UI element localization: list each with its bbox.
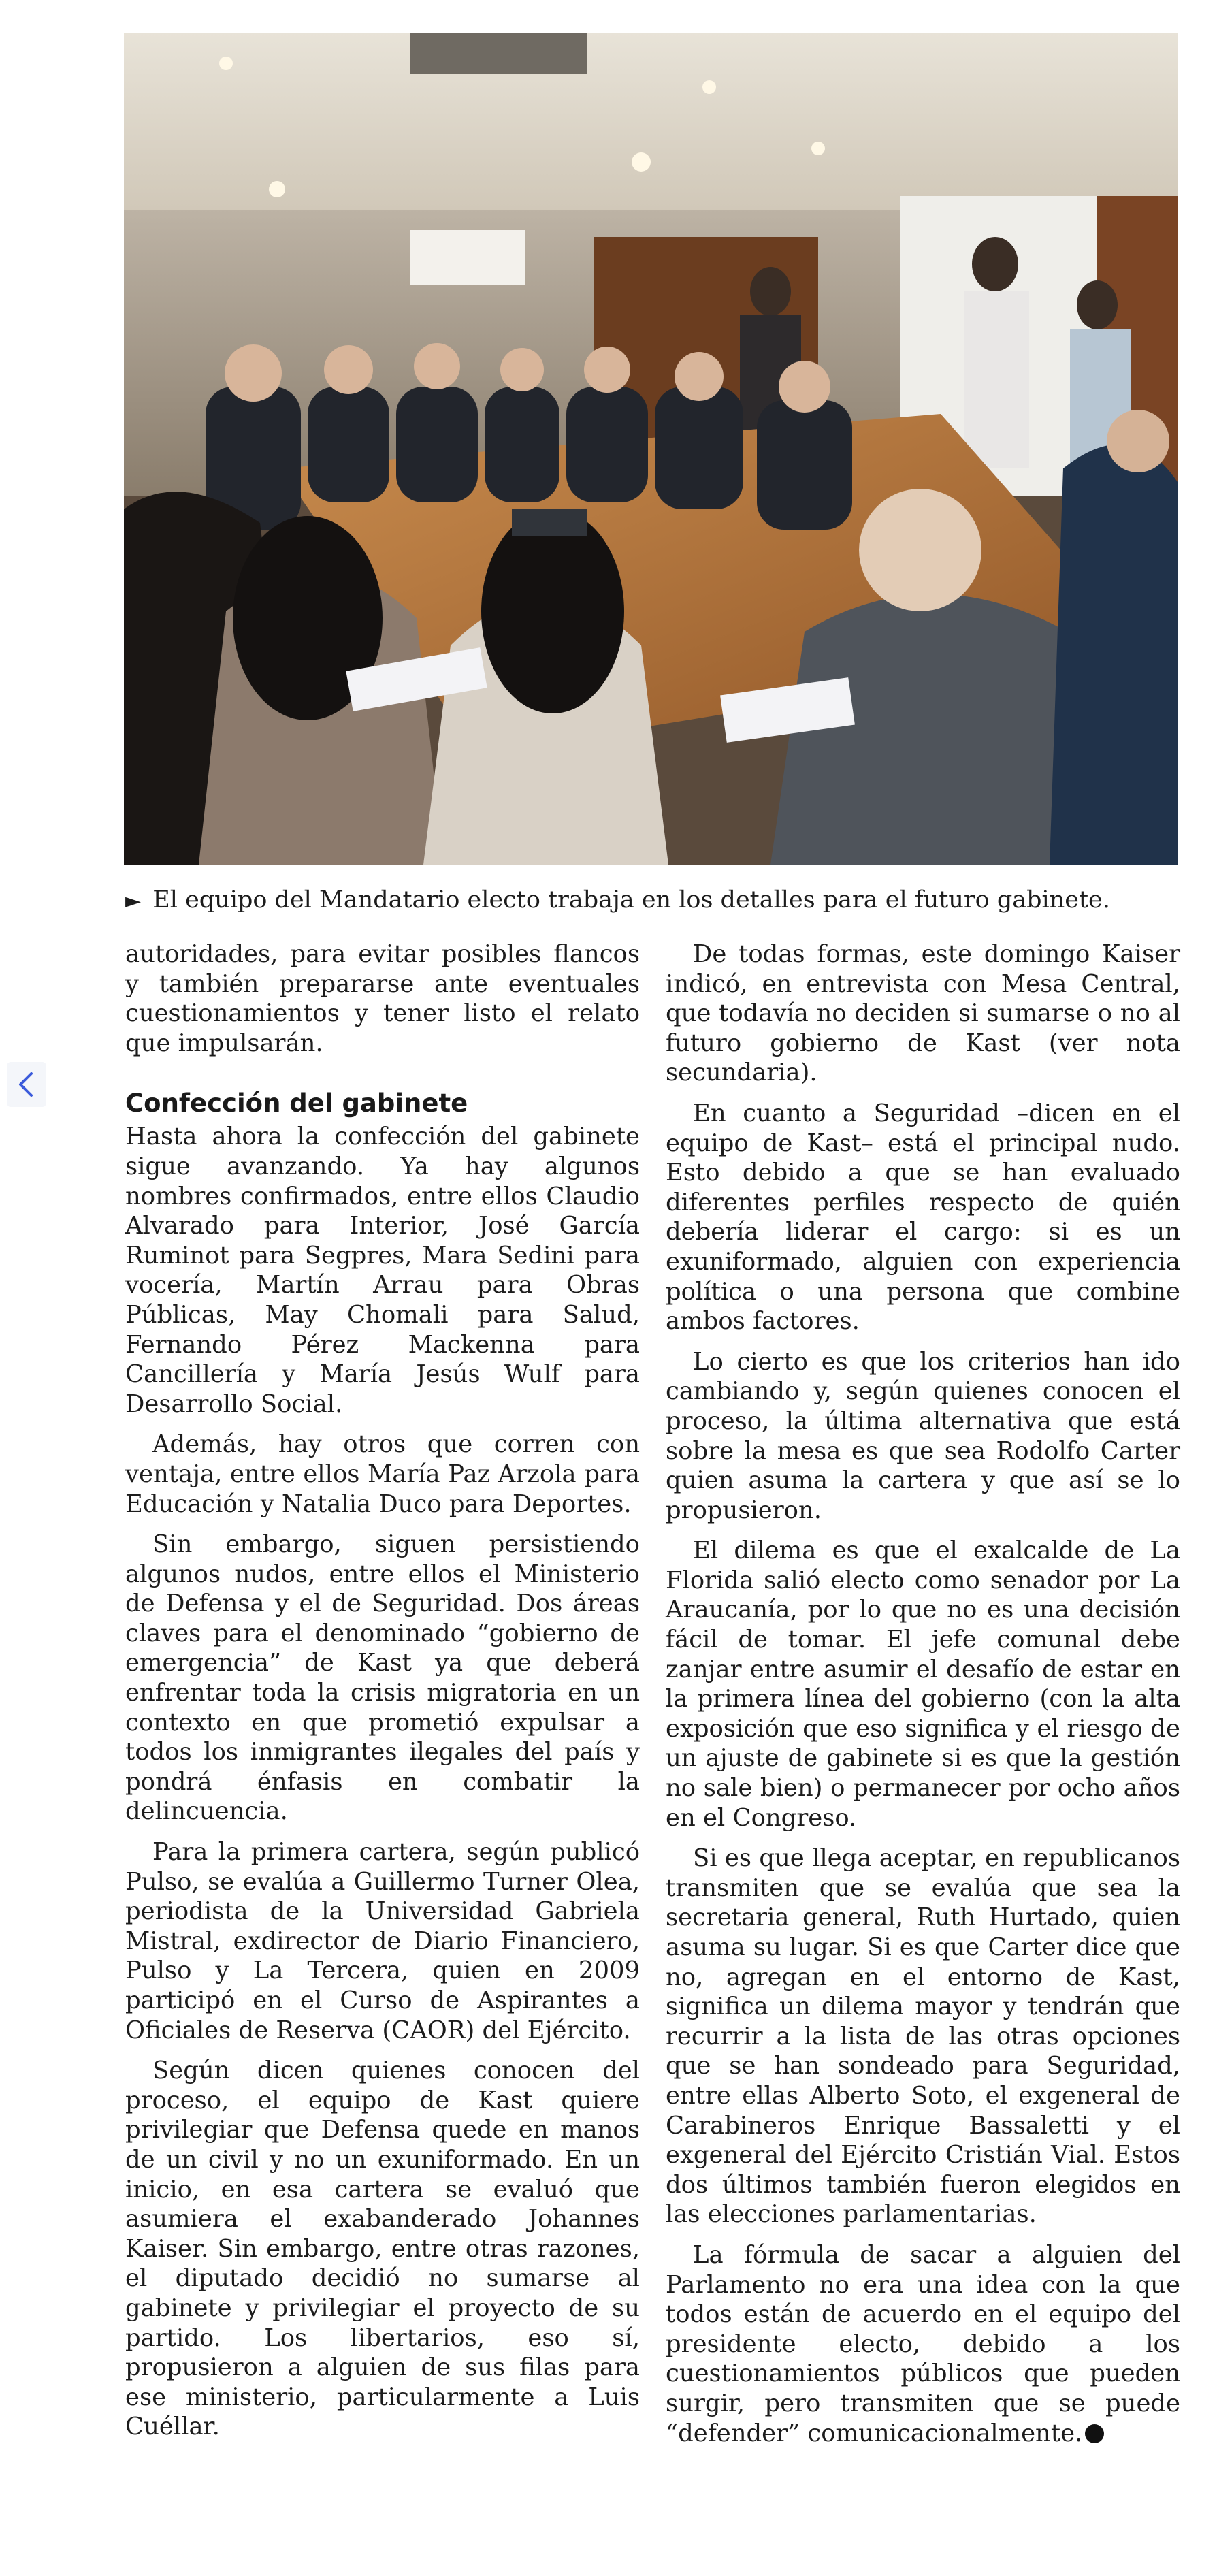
paragraph: De todas formas, este domingo Kaiser indicó, en entrevista con Mesa Central, que todavía no deciden si sumarse o no al futuro gobierno de Kast (ver nota secundaria). — [666, 940, 1180, 1087]
paragraph-last — [666, 2240, 1180, 2448]
paragraph: Según dicen quienes conocen del proceso, el equipo de Kast quiere privilegiar que Defensa quede en manos de un civil y no un exuniformado. En un inicio, en esa cartera se evaluó que asumiera el exabanderado Johannes Kaiser. Sin embargo, entre otras razones, el diputado decidió no sumarse al gabinete y privilegiar el proyecto de su partido. Los libertarios, eso sí, propusieron a alguien de sus filas para ese ministerio, particularmente a Luis Cuéllar. — [125, 2057, 640, 2441]
article-column-left — [125, 939, 640, 2573]
back-nav-button[interactable] — [7, 1062, 46, 1107]
paragraph: Además, hay otros que corren con ventaja, entre ellos María Paz Arzola para Educación y Natalia Duco para Deportes. — [125, 1430, 640, 1518]
paragraph: Para la primera cartera, según publicó Pulso, se evalúa a Guillermo Turner Olea, periodista de la Universidad Gabriela Mistral, exdirector de Diario Financiero, Pulso y La Tercera, quien en 2009 participó en el Curso de Aspirantes a Oficiales de Reserva (CAOR) del Ejército. — [125, 1838, 640, 2044]
caption-text: El equipo del Mandatario electo trabaja en los detalles para el futuro gabinete. — [152, 886, 1110, 914]
section-heading: Confección del gabinete — [125, 1089, 468, 1118]
paragraph: Si es que llega aceptar, en republicanos transmiten que se evalúa que sea la secretaria general, Ruth Hurtado, quien asuma su lugar. Si es que Carter dice que no, agregan en el entorno de Kast, significa un dilema mayor y tendrán que recurrir a la lista de las otras opciones que se han sondeado para Seguridad, entre ellas Alberto Soto, el exgeneral de Carabineros Enrique Bassaletti y el exgeneral del Ejército Cristián Vial. Estos dos últimos también fueron elegidos en las elecciones parlamentarias. — [666, 1844, 1180, 2229]
paragraph: autoridades, para evitar posibles flancos y también prepararse ante eventuales cuestionamientos y tener listo el relato que impulsarán. — [125, 940, 640, 1057]
meeting-room-photo-icon — [124, 33, 1178, 865]
end-of-article-dot-icon — [1085, 2424, 1104, 2443]
chevron-left-icon — [15, 1069, 38, 1099]
paragraph-text: La fórmula de sacar a alguien del Parlamento no era una idea con la que todos están de acuerdo en el equipo del presidente electo, debido a los cuestionamientos públicos que pueden surgir, pero transmiten que se puede “defender” comunicacionalmente. — [666, 2240, 1180, 2447]
caption-marker-icon: ► — [125, 889, 142, 913]
article-photo — [124, 33, 1178, 865]
paragraph: En cuanto a Seguridad –dicen en el equipo de Kast– está el principal nudo. Esto debido a que se han evaluado diferentes perfiles respecto de quién debería liderar el cargo: si es un exuniformado, alguien con experiencia política o una persona que combine ambos factores. — [666, 1099, 1180, 1336]
paragraph: Lo cierto es que los criterios han ido cambiando y, según quienes conocen el proceso, la última alternativa que está sobre la mesa es que sea Rodolfo Carter quien asuma la cartera y que así se lo propusieron. — [666, 1347, 1180, 1524]
paragraph: Sin embargo, siguen persistiendo algunos nudos, entre ellos el Ministerio de Defensa y el de Seguridad. Dos áreas claves para el denominado “gobierno de emergencia” de Kast ya que deberá enfrentar toda la crisis migratoria en un contexto en que prometió expulsar a todos los inmigrantes ilegales del país y pondrá énfasis en combatir la delincuencia. — [125, 1530, 640, 1826]
paragraph: El dilema es que el exalcalde de La Florida salió electo como senador por La Araucanía, por lo que no es una decisión fácil de tomar. El jefe comunal debe zanjar entre asumir el desafío de estar en la primera línea del gobierno (con la alta exposición que eso significa y el riesgo de un ajuste de gabinete si es que la gestión no sale bien) o permanecer por ocho años en el Congreso. — [666, 1536, 1180, 1832]
photo-caption — [125, 885, 1187, 916]
article-column-right — [666, 939, 1180, 2573]
paragraph: Hasta ahora la confección del gabinete sigue avanzando. Ya hay algunos nombres confirmados, entre ellos Claudio Alvarado para Interior, José García Ruminot para Segpres, Mara Sedini para vocería, Martín Arrau para Obras Públicas, May Chomali para Salud, Fernando Pérez Mackenna para Cancillería y María Jesús Wulf para Desarrollo Social. — [125, 1123, 640, 1418]
